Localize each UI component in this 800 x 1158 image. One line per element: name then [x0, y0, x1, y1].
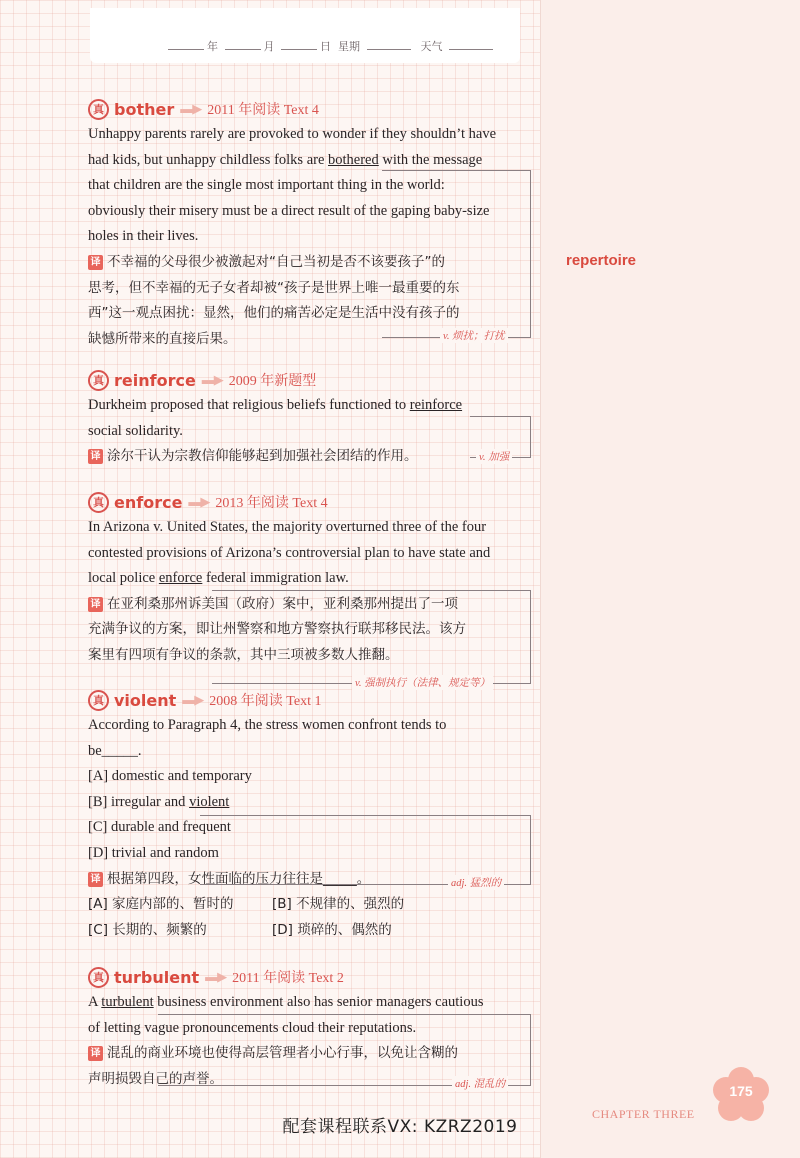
entry-header: [88, 687, 528, 713]
option-zh: [C] 长期的、频繁的: [88, 921, 207, 938]
arrow-icon: ▬▶: [205, 969, 227, 984]
zh-line: 在亚利桑那州诉美国（政府）案中，亚利桑那州提出了一项: [107, 595, 458, 612]
english-sentence: [88, 393, 528, 444]
gloss-bracket: [212, 590, 531, 684]
yi-badge-icon: 译: [88, 449, 103, 464]
chinese-translation: [88, 444, 528, 470]
yi-badge-icon: 译: [88, 872, 103, 887]
entry-header: [88, 489, 528, 515]
entry-source: 2011 年阅读 Text 4: [207, 103, 319, 118]
zh-line: 西”这一观点困扰：显然，他们的痛苦必定是生活中没有孩子的: [88, 305, 460, 322]
entry-source: 2009 年新题型: [228, 374, 317, 389]
zh-line: 不幸福的父母很少被激起对“自己当初是否不该要孩子”的: [107, 253, 445, 270]
entry-word: violent: [114, 690, 177, 710]
entry-reinforce: [88, 367, 528, 470]
arrow-icon: ▬▶: [180, 101, 202, 116]
gloss-bracket: [382, 170, 531, 338]
highlighted-word: bothered: [328, 151, 379, 168]
en-line: Durkheim proposed that religious beliefs functioned to reinforce: [88, 397, 463, 413]
entry-header: [88, 367, 528, 393]
option-zh: [A] 家庭内部的、暂时的: [88, 896, 234, 913]
footer-watermark: 配套课程联系VX: KZRZ2019: [282, 1117, 518, 1137]
gloss: v. 加强: [476, 449, 512, 464]
entry-source: 2011 年阅读 Text 2: [232, 971, 344, 986]
label-weekday: 星期: [338, 40, 360, 53]
en-line: be_____.: [88, 742, 142, 759]
en-line: local police enforce federal immigration law.: [88, 570, 349, 587]
en-line: contested provisions of Arizona’s controversial plan to have state and: [88, 544, 491, 561]
chapter-label: CHAPTER THREE: [592, 1107, 695, 1121]
en-line: that children are the single most important thing in the world:: [88, 177, 445, 194]
entry-word: bother: [114, 99, 175, 119]
en-line: holes in their lives.: [88, 228, 199, 245]
zhen-badge-icon: 真: [88, 690, 109, 711]
zh-line: 涂尔干认为宗教信仰能够起到加强社会团结的作用。: [107, 448, 418, 465]
arrow-icon: ▬▶: [201, 372, 223, 387]
label-year: 年: [207, 40, 218, 53]
option-en: [A] domestic and temporary: [88, 768, 252, 785]
english-sentence: [88, 515, 528, 592]
en-line: had kids, but unhappy childless folks are bothered with the message: [88, 151, 483, 168]
entry-word: turbulent: [114, 967, 200, 987]
zhen-badge-icon: 真: [88, 967, 109, 988]
zh-line: 案里有四项有争议的条款，其中三项被多数人推翻。: [88, 646, 399, 663]
en-line: of letting vague pronouncements cloud their reputations.: [88, 1019, 417, 1036]
gloss: adj. 猛烈的: [448, 875, 504, 890]
entry-source: 2013 年阅读 Text 4: [215, 496, 328, 511]
label-weather: 天气: [420, 40, 443, 53]
zh-line: 根据第四段，女性面临的压力往往是_____。: [107, 870, 371, 887]
zhen-badge-icon: 真: [88, 370, 109, 391]
gloss: v. 强制执行（法律、规定等）: [352, 675, 493, 690]
arrow-icon: ▬▶: [182, 692, 204, 707]
en-line: In Arizona v. United States, the majority overturned three of the four: [88, 519, 487, 535]
zh-line: 混乱的商业环境也使得高层管理者小心行事，以免让含糊的: [107, 1045, 458, 1062]
highlighted-word: turbulent: [101, 994, 154, 1010]
highlighted-word: reinforce: [409, 397, 463, 413]
option-zh: [B] 不规律的、强烈的: [272, 896, 405, 913]
en-line: Unhappy parents rarely are provoked to wonder if they shouldn’t have: [88, 126, 497, 142]
entry-header: [88, 964, 528, 990]
zh-line: 缺憾所带来的直接后果。: [88, 330, 237, 347]
zh-line: 充满争议的方案，即让州警察和地方警察执行联邦移民法。该方: [88, 621, 466, 638]
option-zh: [D] 琐碎的、偶然的: [272, 921, 392, 938]
label-day: 日: [320, 40, 331, 53]
zhen-badge-icon: 真: [88, 99, 109, 120]
gloss: v. 烦扰；打扰: [440, 328, 508, 343]
highlighted-word: enforce: [158, 570, 203, 587]
en-line: A turbulent business environment also has senior managers cautious: [88, 994, 484, 1010]
en-line: obviously their misery must be a direct result of the gaping baby-size: [88, 202, 490, 219]
option-en: [D] trivial and random: [88, 844, 219, 861]
option-zh-row: [88, 892, 528, 918]
yi-badge-icon: 译: [88, 255, 103, 270]
label-month: 月: [263, 40, 275, 53]
entry-header: [88, 96, 528, 122]
yi-badge-icon: 译: [88, 597, 103, 612]
entry-word: enforce: [114, 492, 183, 512]
en-line: social solidarity.: [88, 422, 183, 439]
highlighted-word: violent: [189, 793, 230, 810]
arrow-icon: ▬▶: [188, 494, 210, 509]
en-line: According to Paragraph 4, the stress women confront tends to: [88, 717, 447, 733]
zh-line: 声明损毁自己的声誉。: [88, 1070, 223, 1087]
option-en: [B] irregular and violent: [88, 793, 230, 810]
date-strip: [90, 8, 520, 63]
yi-badge-icon: 译: [88, 1046, 103, 1061]
date-line: [165, 38, 496, 54]
sidebar-word: repertoire: [566, 252, 637, 269]
option-en: [C] durable and frequent: [88, 819, 231, 836]
option-zh-row: [88, 918, 528, 944]
zhen-badge-icon: 真: [88, 492, 109, 513]
page-number: 175: [729, 1083, 753, 1099]
gloss: adj. 混乱的: [452, 1076, 508, 1091]
entry-source: 2008 年阅读 Text 1: [209, 694, 322, 709]
entry-word: reinforce: [114, 370, 196, 390]
notes-sidebar: [540, 0, 800, 1158]
zh-line: 思考，但不幸福的无子女者却被“孩子是世界上唯一最重要的东: [88, 279, 460, 296]
